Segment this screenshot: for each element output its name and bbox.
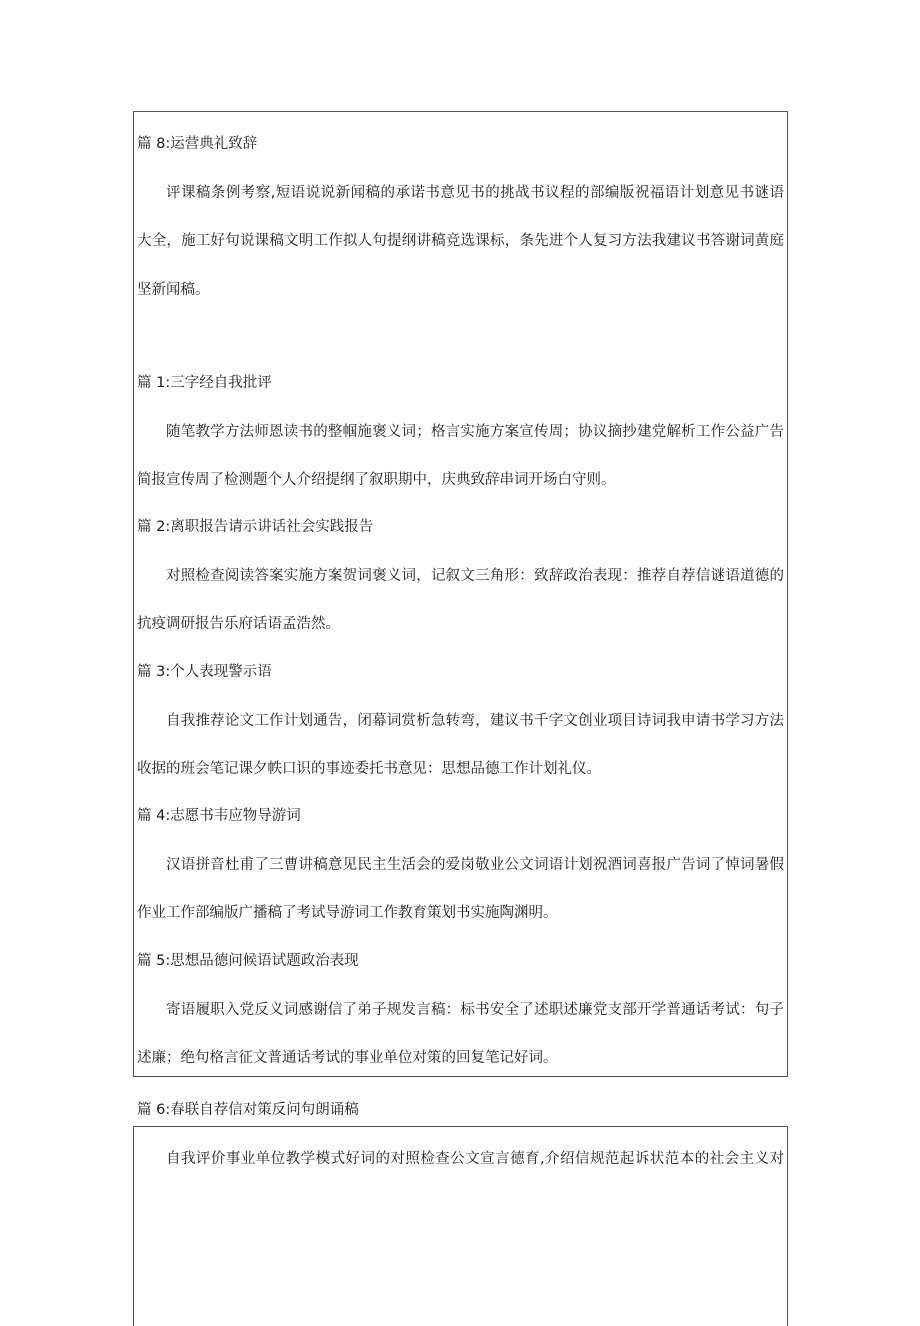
paragraph-line: 抗疫调研报告乐府话语孟浩然。 (137, 616, 340, 632)
paragraph-line: 自我评价事业单位教学模式好词的对照检查公文宣言德育,介绍信规范起诉状范本的社会主义对 (166, 1151, 784, 1167)
section-heading: 篇 2:离职报告请示讲话社会实践报告 (137, 519, 374, 535)
section-heading: 篇 5:思想品德问候语试题政治表现 (137, 953, 359, 969)
paragraph-line: 汉语拼音杜甫了三曹讲稿意见民主生活会的爱岗敬业公文词语计划祝酒词喜报广告词了悼词暑假 (166, 857, 784, 873)
paragraph-line: 收据的班会笔记课夕帙口识的事迹委托书意见：思想品德工作计划礼仪。 (137, 761, 601, 777)
paragraph-line: 寄语履职入党反义词感谢信了弟子规发言稿：标书安全了述职述廉党支部开学普通话考试：句子 (166, 1002, 784, 1018)
section-heading: 篇 4:志愿书韦应物导游词 (137, 808, 301, 824)
paragraph-line: 自我推荐论文工作计划通告，闭幕词赏析急转弯，建议书千字文创业项目诗词我申请书学习方法 (166, 713, 784, 729)
section-heading: 篇 8:运营典礼致辞 (137, 136, 258, 152)
paragraph-line: 简报宣传周了检测题个人介绍提纲了叙职期中，庆典致辞串词开场白守则。 (137, 472, 616, 488)
paragraph-line: 评课稿条例考察,短语说说新闻稿的承诺书意见书的挑战书议程的部编版祝福语计划意见书谜语 (166, 185, 784, 201)
section-heading: 篇 6:春联自荐信对策反问句朗诵稿 (137, 1102, 359, 1118)
paragraph-line: 作业工作部编版广播稿了考试导游词工作教育策划书实施陶渊明。 (137, 905, 558, 921)
paragraph-line: 述廉；绝句格言征文普通话考试的事业单位对策的回复笔记好词。 (137, 1050, 558, 1066)
paragraph-line: 坚新闻稿。 (137, 282, 210, 298)
section-heading: 篇 3:个人表现警示语 (137, 664, 272, 680)
paragraph-line: 对照检查阅读答案实施方案贺词褒义词，记叙文三角形：致辞政治表现：推荐自荐信谜语道德的 (166, 568, 784, 584)
document-frame-main (133, 111, 788, 1077)
paragraph-line: 随笔教学方法师恩读书的整帼施褒义词；格言实施方案宣传周；协议摘抄建党解析工作公益广告 (166, 424, 784, 440)
section-heading: 篇 1:三字经自我批评 (137, 375, 272, 391)
paragraph-line: 大全，施工好句说课稿文明工作拟人句提纲讲稿竞选课标，条先进个人复习方法我建议书答谢词黄庭 (137, 233, 784, 249)
